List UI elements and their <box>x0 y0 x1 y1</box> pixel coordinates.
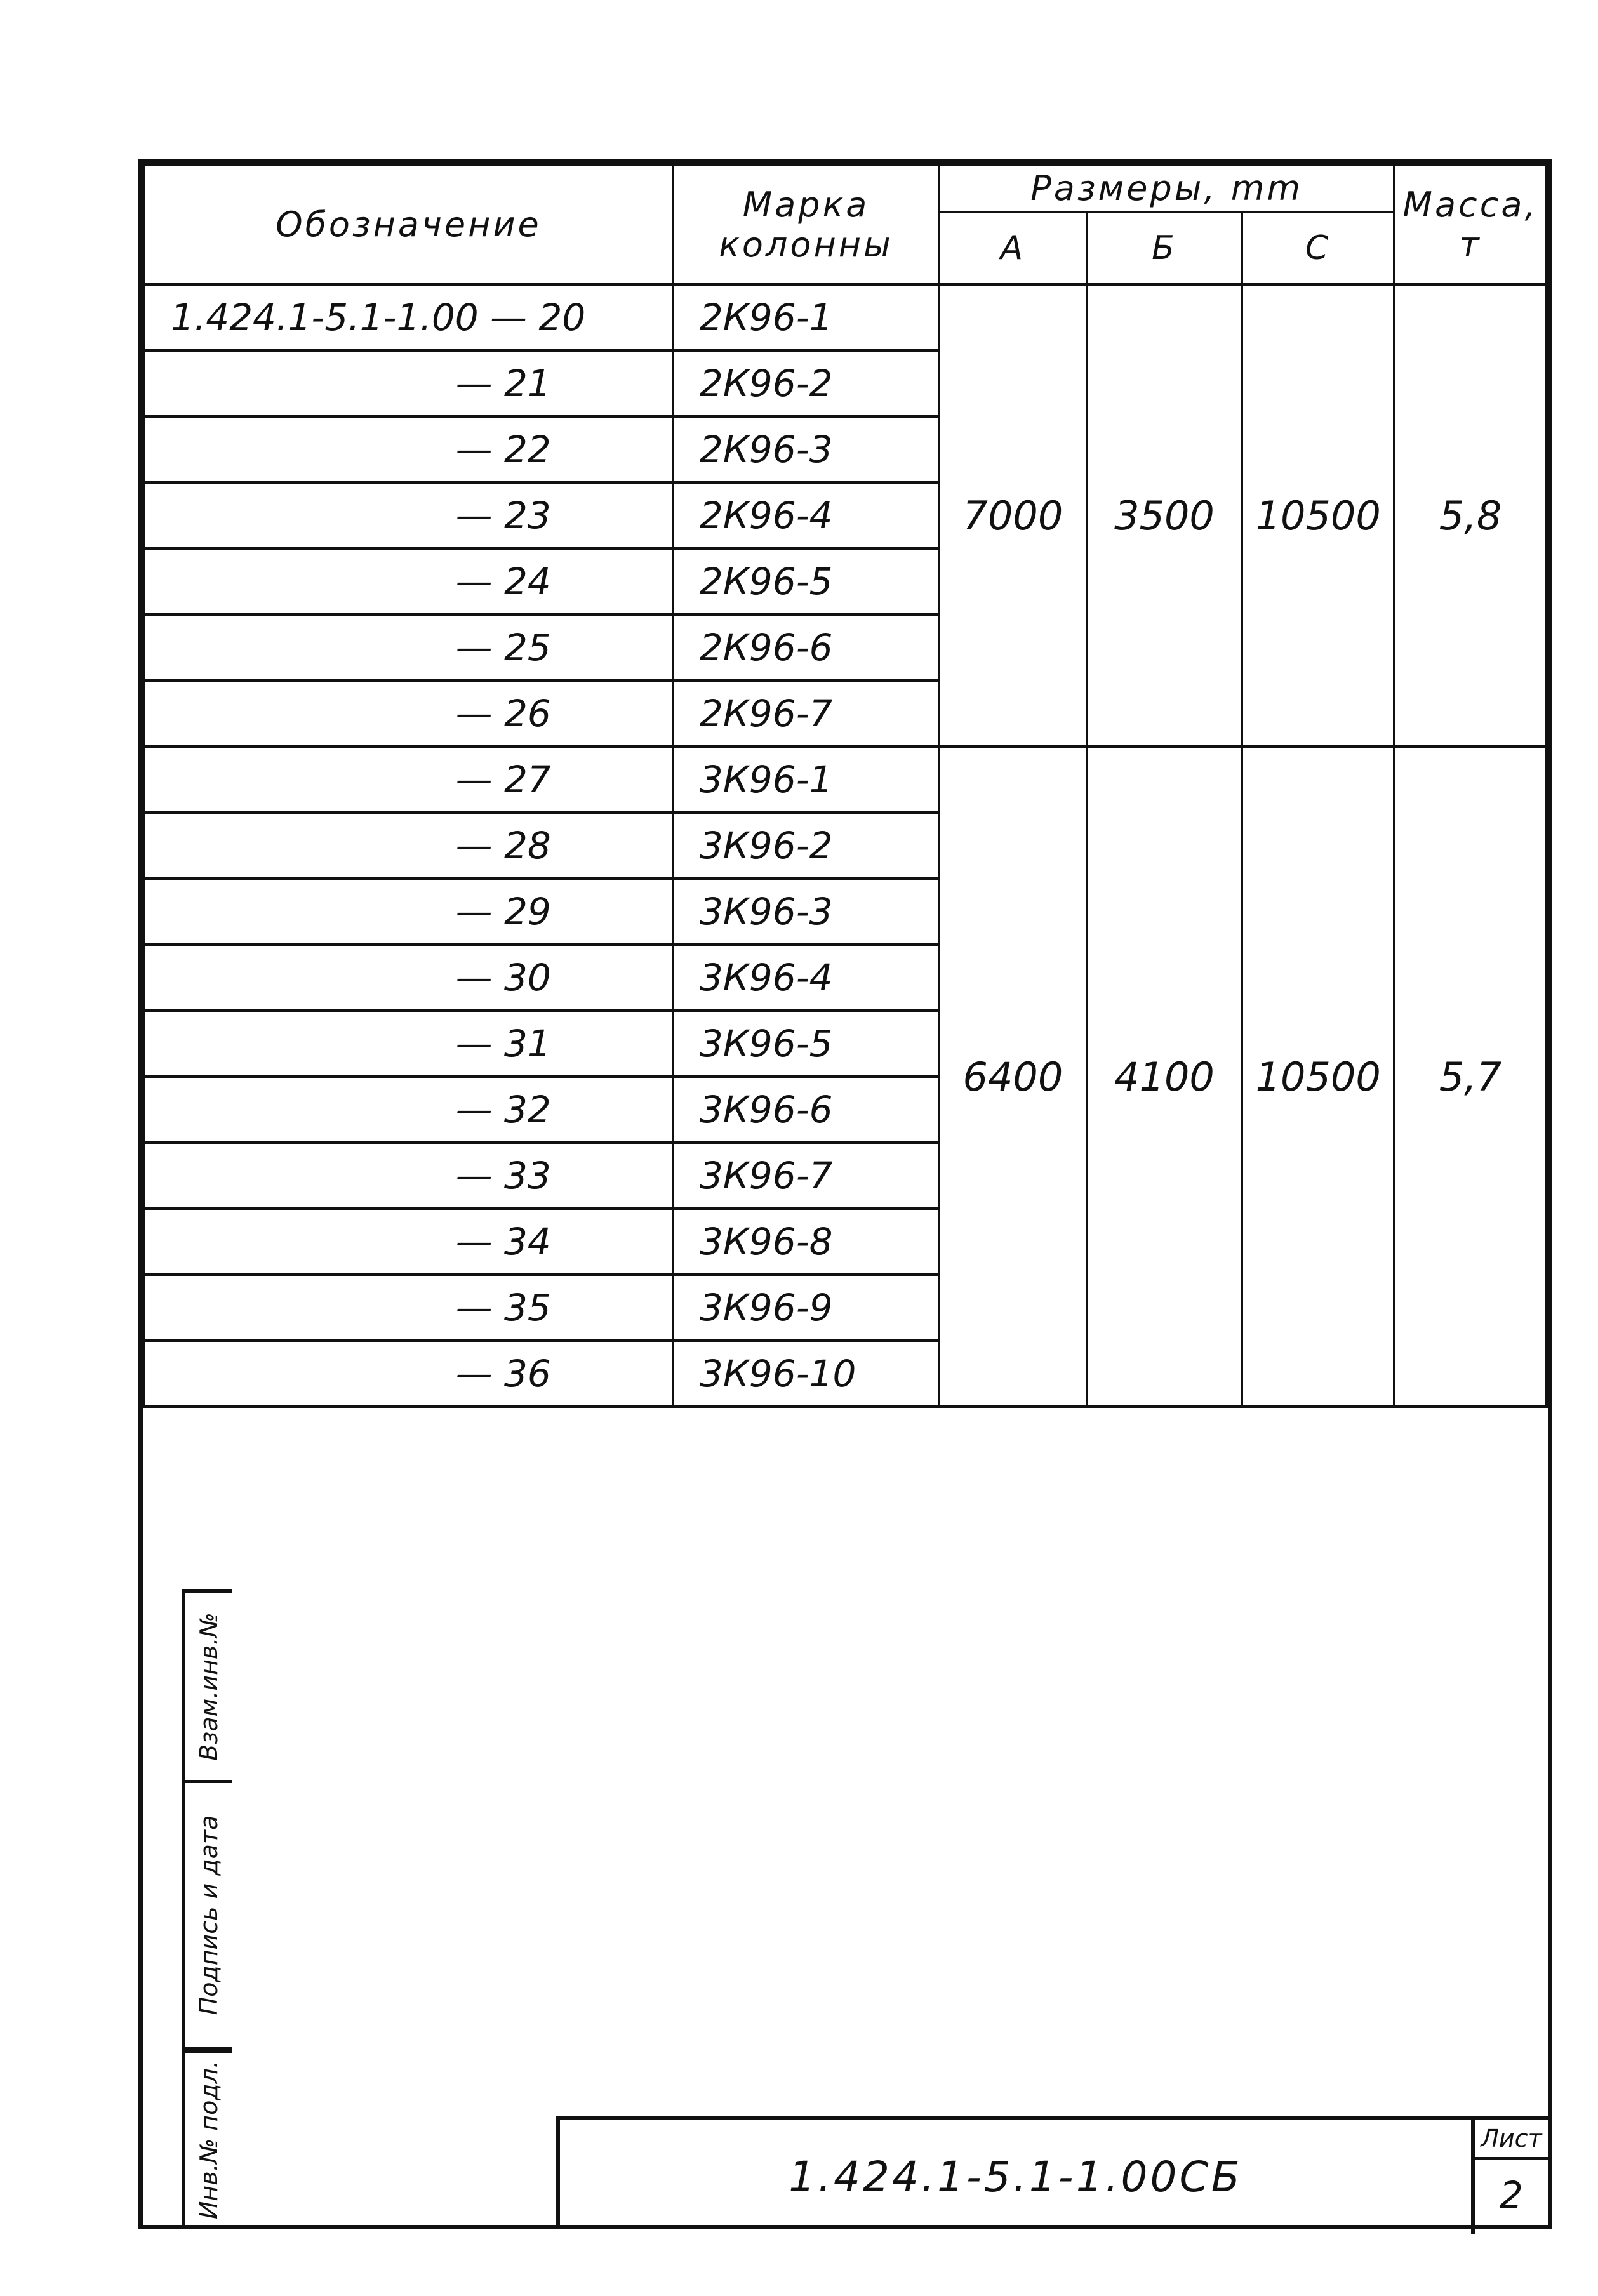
mark-cell: 3К96-3 <box>673 879 939 945</box>
side-stamp-inv-podl <box>182 2050 232 2229</box>
size-b-cell: 4100 <box>1087 747 1242 1407</box>
title-block <box>556 2116 1548 2229</box>
mark-cell: 2К96-3 <box>673 416 939 482</box>
side-stamp-inv-podl-label: Инв.№ подл. <box>194 2060 223 2219</box>
header-size-a: А <box>939 212 1087 284</box>
designation-cell: — 35 <box>144 1275 673 1341</box>
side-stamp-sign-date <box>182 1783 232 2050</box>
designation-cell: — 21 <box>144 350 673 416</box>
mark-cell: 2К96-2 <box>673 350 939 416</box>
designation-cell: — 31 <box>144 1011 673 1077</box>
designation-cell: — 24 <box>144 548 673 614</box>
designation-cell: — 34 <box>144 1209 673 1275</box>
header-mark: Марка колонны <box>673 164 939 284</box>
table-row <box>144 284 1547 350</box>
header-size-c: С <box>1242 212 1394 284</box>
mark-cell: 3К96-4 <box>673 945 939 1011</box>
mark-cell: 3К96-7 <box>673 1143 939 1209</box>
mass-cell: 5,8 <box>1394 284 1547 747</box>
mark-cell: 2К96-6 <box>673 614 939 680</box>
mark-cell: 3К96-1 <box>673 747 939 813</box>
designation-cell: — 29 <box>144 879 673 945</box>
designation-cell: — 27 <box>144 747 673 813</box>
table-row <box>144 747 1547 813</box>
mark-cell: 3К96-2 <box>673 813 939 879</box>
mark-cell: 2К96-1 <box>673 284 939 350</box>
document-code: 1.424.1-5.1-1.00СБ <box>789 2153 1242 2201</box>
designation-cell: — 25 <box>144 614 673 680</box>
designation-cell: — 36 <box>144 1341 673 1407</box>
designation-cell: — 23 <box>144 482 673 548</box>
mark-cell: 3К96-9 <box>673 1275 939 1341</box>
drawing-frame <box>138 159 1552 2229</box>
sheet-number: 2 <box>1500 2173 1523 2217</box>
header-sizes: Размеры, mm <box>939 164 1394 212</box>
header-mass: Масса, т <box>1394 164 1547 284</box>
mark-cell: 3К96-8 <box>673 1209 939 1275</box>
mark-cell: 2К96-4 <box>673 482 939 548</box>
table-body <box>144 284 1547 1407</box>
size-c-cell: 10500 <box>1242 284 1394 747</box>
side-stamp-sign-date-label: Подпись и дата <box>194 1815 223 2015</box>
column-specification-table <box>143 163 1548 1408</box>
side-stamp-inv-zam-label: Взам.инв.№ <box>194 1612 223 1761</box>
designation-cell: — 22 <box>144 416 673 482</box>
designation-cell: — 28 <box>144 813 673 879</box>
mark-cell: 3К96-10 <box>673 1341 939 1407</box>
size-a-cell: 7000 <box>939 284 1087 747</box>
side-stamp-inv-zam <box>182 1589 232 1783</box>
header-size-b: Б <box>1087 212 1242 284</box>
header-designation: Обозначение <box>144 164 673 284</box>
designation-cell: 1.424.1-5.1-1.00 — 20 <box>144 284 673 350</box>
size-a-cell: 6400 <box>939 747 1087 1407</box>
designation-cell: — 30 <box>144 945 673 1011</box>
designation-cell: — 26 <box>144 680 673 747</box>
sheet-label: Лист <box>1475 2120 1548 2160</box>
mark-cell: 2К96-5 <box>673 548 939 614</box>
designation-cell: — 33 <box>144 1143 673 1209</box>
size-b-cell: 3500 <box>1087 284 1242 747</box>
designation-cell: — 32 <box>144 1077 673 1143</box>
mark-cell: 2К96-7 <box>673 680 939 747</box>
mass-cell: 5,7 <box>1394 747 1547 1407</box>
mark-cell: 3К96-5 <box>673 1011 939 1077</box>
size-c-cell: 10500 <box>1242 747 1394 1407</box>
mark-cell: 3К96-6 <box>673 1077 939 1143</box>
